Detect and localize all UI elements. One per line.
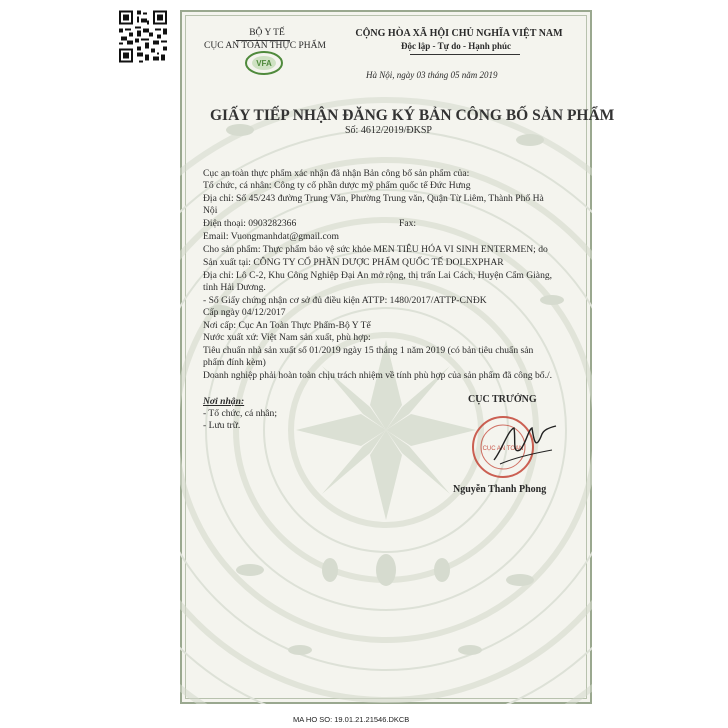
ministry-name: BỘ Y TẾ — [249, 28, 285, 38]
document-title: GIẤY TIẾP NHẬN ĐĂNG KÝ BẢN CÔNG BỐ SẢN PHẨM — [210, 107, 615, 124]
fax-label: Fax: — [399, 218, 417, 229]
body-line: Doanh nghiệp phải hoàn toàn chịu trách nhiệm về tính phù hợp của sản phẩm đã công bố./. — [203, 370, 553, 381]
body-line: phẩm đính kèm) — [203, 357, 266, 368]
body-line: Tổ chức, cá nhân: Công ty cổ phần dược mỹ phẩm quốc tế Đức Hưng — [203, 180, 471, 191]
body-line: Nội — [203, 205, 218, 216]
logo-text: VFA — [256, 59, 272, 68]
body-line: Điện thoại: 0903282366 — [203, 218, 297, 229]
body-line: Cho sản phẩm: Thực phẩm bảo vệ sức khỏe MEN TIÊU HÓA VI SINH ENTERMEN; do — [203, 244, 548, 255]
national-motto: Độc lập - Tự do - Hạnh phúc — [400, 41, 511, 51]
recipient-item: - Lưu trữ. — [203, 420, 241, 431]
handwritten-signature — [490, 420, 560, 470]
body-line: Nước xuất xứ: Việt Nam sản xuất, phù hợp: — [203, 332, 371, 343]
body-line: tỉnh Hải Dương. — [203, 282, 266, 293]
department-name: CỤC AN TOÀN THỰC PHẨM — [204, 41, 326, 51]
stamp-text: CỤC AN TOÀN — [482, 446, 524, 452]
body-line: Địa chỉ: Số 45/243 đường Trung Văn, Phường Trung văn, Quận Từ Liêm, Thành Phố Hà — [203, 193, 544, 204]
qr-code — [117, 8, 169, 65]
recipients-title: Nơi nhận: — [203, 396, 245, 407]
header-right-underline — [410, 54, 520, 55]
body-line: Email: Vuongmanhdat@gmail.com — [203, 231, 339, 242]
body-line: Nơi cấp: Cục An Toàn Thực Phẩm-Bộ Y Tế — [203, 320, 371, 331]
document-number: Số: 4612/2019/ĐKSP — [345, 125, 432, 136]
body-line: Địa chỉ: Lô C-2, Khu Công Nghiệp Đại An mở rộng, thị trấn Lai Cách, Huyện Cẩm Giàng, — [203, 270, 553, 281]
body-line: Cấp ngày 04/12/2017 — [203, 307, 286, 318]
signer-name: Nguyễn Thanh Phong — [453, 484, 547, 495]
country-name: CỘNG HÒA XÃ HỘI CHỦ NGHĨA VIỆT NAM — [355, 28, 563, 39]
body-line: Sản xuất tại: CÔNG TY CỔ PHẦN DƯỢC PHẨM QUỐC TẾ DOLEXPHAR — [203, 257, 504, 268]
body-line: Cục an toàn thực phẩm xác nhận đã nhận Bản công bố sản phẩm của: — [203, 168, 470, 179]
record-code: MA HO SO: 19.01.21.21546.DKCB — [293, 715, 410, 724]
signer-title: CỤC TRƯỞNG — [468, 394, 537, 405]
header-left-underline — [236, 40, 290, 41]
body-line: Tiêu chuẩn nhà sản xuất số 01/2019 ngày 15 tháng 1 năm 2019 (có bản tiêu chuẩn sản — [203, 345, 534, 356]
body-line: - Số Giấy chứng nhận cơ sở đủ điều kiện ATTP: 1480/2017/ATTP-CNĐK — [203, 295, 487, 306]
recipient-item: - Tổ chức, cá nhân; — [203, 408, 278, 419]
vfa-logo — [244, 50, 284, 76]
issue-date: Hà Nội, ngày 03 tháng 05 năm 2019 — [366, 70, 498, 80]
